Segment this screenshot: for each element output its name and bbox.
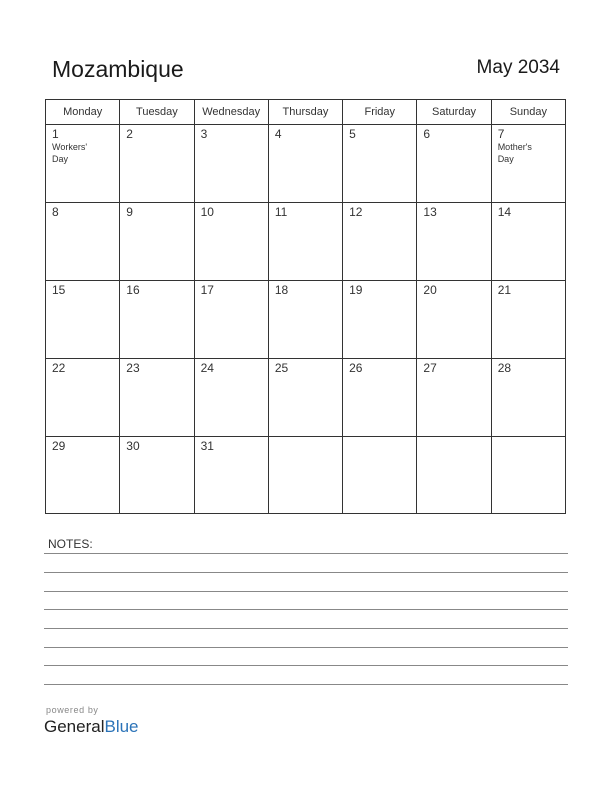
day-number: 31 xyxy=(200,439,214,453)
calendar-day-cell xyxy=(46,281,120,359)
calendar-day-cell xyxy=(268,437,342,514)
calendar-week-row xyxy=(46,437,566,514)
day-number: 6 xyxy=(423,127,431,141)
note-line xyxy=(44,609,568,610)
day-number: 3 xyxy=(200,127,208,141)
day-number: 27 xyxy=(423,361,437,375)
note-line xyxy=(44,591,568,592)
calendar-day-cell xyxy=(46,125,120,203)
calendar-day-cell xyxy=(343,359,417,437)
day-number: 28 xyxy=(497,361,512,375)
weekday-thursday: Thursday xyxy=(268,100,342,125)
weekday-saturday: Saturday xyxy=(417,100,491,125)
generalblue-logo xyxy=(44,717,139,737)
calendar-day-cell xyxy=(491,125,565,203)
holiday-label: Mother's Day xyxy=(497,142,532,164)
calendar-day-cell xyxy=(417,203,491,281)
calendar-day-cell xyxy=(268,281,342,359)
calendar-day-cell xyxy=(46,437,120,514)
calendar-week-row xyxy=(46,281,566,359)
calendar-day-cell xyxy=(417,437,491,514)
day-number: 24 xyxy=(200,361,214,375)
holiday-label: Workers' Day xyxy=(52,142,88,164)
day-number: 19 xyxy=(349,283,363,297)
day-number: 30 xyxy=(126,439,140,453)
day-number: 9 xyxy=(126,205,133,219)
day-number: 26 xyxy=(349,361,363,375)
day-number: 18 xyxy=(274,283,289,297)
day-number: 1 xyxy=(52,127,59,141)
calendar-day-cell xyxy=(417,281,491,359)
country-title: Mozambique xyxy=(52,56,184,82)
weekday-friday: Friday xyxy=(343,100,417,125)
calendar-day-cell xyxy=(268,359,342,437)
day-number: 13 xyxy=(423,205,437,219)
day-number: 21 xyxy=(497,283,512,297)
calendar-day-cell xyxy=(343,281,417,359)
calendar-grid xyxy=(45,99,566,514)
day-number: 23 xyxy=(126,361,140,375)
weekday-header-row xyxy=(46,100,566,125)
day-number: 14 xyxy=(497,205,512,219)
day-number: 4 xyxy=(274,127,282,141)
calendar-day-cell xyxy=(194,359,268,437)
day-number: 2 xyxy=(126,127,133,141)
month-year-title: May 2034 xyxy=(476,57,560,78)
calendar-day-cell xyxy=(343,125,417,203)
day-number: 17 xyxy=(200,283,214,297)
calendar-day-cell xyxy=(491,437,565,514)
calendar-day-cell xyxy=(120,359,194,437)
calendar-day-cell xyxy=(268,125,342,203)
calendar-week-row xyxy=(46,359,566,437)
note-line xyxy=(44,665,568,666)
calendar-day-cell xyxy=(194,437,268,514)
day-number: 12 xyxy=(349,205,363,219)
day-number: 11 xyxy=(274,205,288,219)
calendar-day-cell xyxy=(46,203,120,281)
note-line xyxy=(44,647,568,648)
day-number: 10 xyxy=(200,205,214,219)
calendar-day-cell xyxy=(417,359,491,437)
brand-general: General xyxy=(44,717,105,736)
calendar-day-cell xyxy=(46,359,120,437)
calendar-day-cell xyxy=(120,203,194,281)
calendar-day-cell xyxy=(491,203,565,281)
calendar-day-cell xyxy=(194,203,268,281)
calendar-day-cell xyxy=(120,281,194,359)
calendar-week-row xyxy=(46,203,566,281)
calendar-day-cell xyxy=(343,437,417,514)
weekday-monday: Monday xyxy=(46,100,120,125)
weekday-wednesday: Wednesday xyxy=(194,100,268,125)
calendar-day-cell xyxy=(120,437,194,514)
day-number: 25 xyxy=(274,361,289,375)
notes-label: NOTES: xyxy=(48,537,93,551)
calendar-day-cell xyxy=(491,359,565,437)
day-number: 5 xyxy=(349,127,356,141)
calendar-day-cell xyxy=(268,203,342,281)
day-number: 15 xyxy=(52,283,66,297)
calendar-day-cell xyxy=(417,125,491,203)
calendar-week-row xyxy=(46,125,566,203)
day-number: 8 xyxy=(52,205,59,219)
calendar-day-cell xyxy=(194,281,268,359)
weekday-sunday: Sunday xyxy=(491,100,565,125)
calendar-day-cell xyxy=(194,125,268,203)
note-line xyxy=(44,628,568,629)
day-number: 7 xyxy=(497,127,505,141)
weekday-tuesday: Tuesday xyxy=(120,100,194,125)
day-number: 16 xyxy=(126,283,140,297)
calendar-day-cell xyxy=(343,203,417,281)
powered-by-label: powered by xyxy=(46,705,99,715)
brand-blue: Blue xyxy=(104,717,139,736)
day-number: 20 xyxy=(423,283,437,297)
calendar-day-cell xyxy=(120,125,194,203)
calendar-day-cell xyxy=(491,281,565,359)
note-line xyxy=(44,684,568,685)
day-number: 22 xyxy=(52,361,66,375)
note-line xyxy=(44,553,568,554)
note-line xyxy=(44,572,568,573)
day-number: 29 xyxy=(52,439,66,453)
